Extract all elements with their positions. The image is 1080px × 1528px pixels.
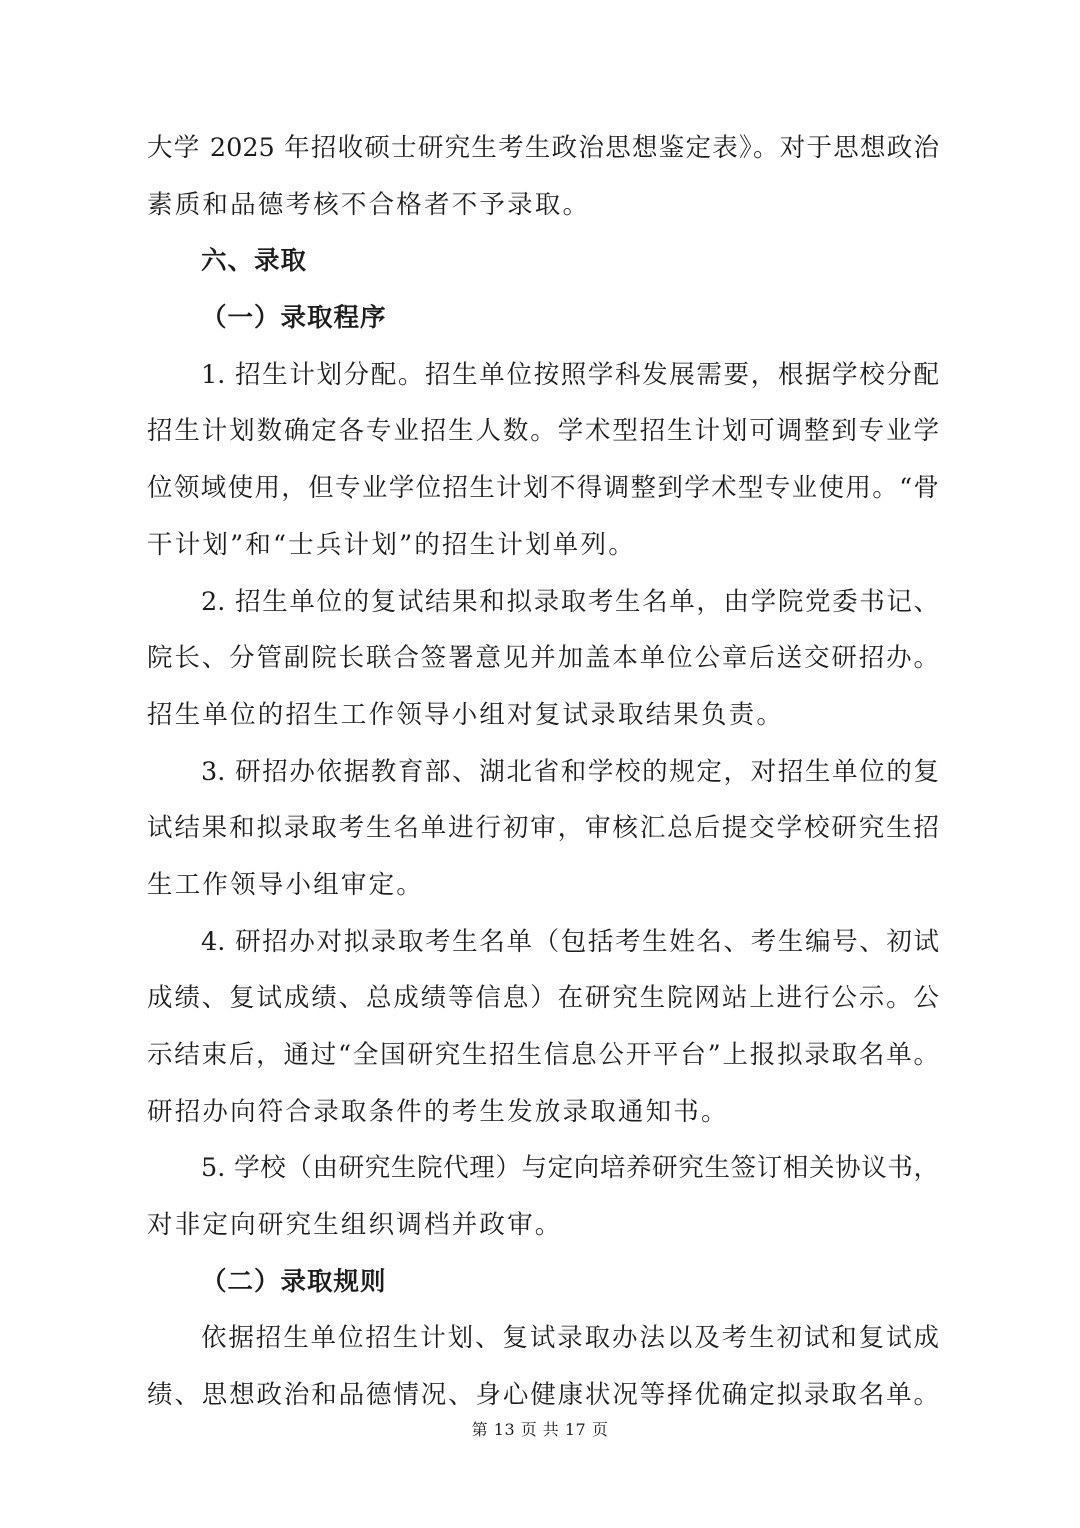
text-line: 招生计划数确定各专业招生人数。学术型招生计划可调整到专业学 [147, 416, 939, 447]
text-line: 4. 研招办对拟录取考生名单（包括考生姓名、考生编号、初试 [201, 926, 939, 957]
page-body [147, 120, 939, 1424]
text-line: 示结束后，通过“全国研究生招生信息公开平台”上报拟录取名单。 [147, 1040, 939, 1070]
text-line: 大学 2025 年招收硕士研究生考生政治思想鉴定表》。对于思想政治 [147, 133, 939, 163]
rules-paragraph [147, 1310, 939, 1423]
text-line: 研招办向符合录取条件的考生发放录取通知书。 [147, 1096, 729, 1127]
text-line: 成绩、复试成绩、总成绩等信息）在研究生院网站上进行公示。公 [147, 983, 939, 1014]
text-line: 试结果和拟录取考生名单进行初审，审核汇总后提交学校研究生招 [147, 813, 939, 844]
procedure-item-5 [147, 1140, 939, 1253]
section-heading: 六、录取 [201, 246, 308, 277]
procedure-item-4 [147, 914, 939, 1141]
subsection-heading-procedure: （一）录取程序 [201, 303, 387, 334]
subsection-heading-rules: （二）录取规则 [201, 1266, 387, 1297]
text-line: 招生单位的招生工作领导小组对复试录取结果负责。 [147, 699, 785, 730]
procedure-item-3 [147, 744, 939, 914]
text-line: 位领域使用，但专业学位招生计划不得调整到学术型专业使用。“骨 [147, 473, 939, 504]
page-number: 第 13 页 共 17 页 [471, 1420, 609, 1439]
text-line: 1. 招生计划分配。招生单位按照学科发展需要，根据学校分配 [201, 359, 939, 390]
text-line: 绩、思想政治和品德情况、身心健康状况等择优确定拟录取名单。 [147, 1380, 939, 1411]
text-line: 生工作领导小组审定。 [147, 869, 425, 900]
text-line: 干计划”和“士兵计划”的招生计划单列。 [147, 529, 636, 560]
procedure-item-1 [147, 347, 939, 574]
text-line: 2. 招生单位的复试结果和拟录取考生名单，由学院党委书记、 [201, 586, 939, 617]
text-line: 对非定向研究生组织调档并政审。 [147, 1210, 563, 1241]
text-line: 5. 学校（由研究生院代理）与定向培养研究生签订相关协议书， [201, 1153, 939, 1184]
text-line: 3. 研招办依据教育部、湖北省和学校的规定，对招生单位的复 [201, 756, 939, 787]
continuation-paragraph [147, 120, 939, 233]
procedure-item-2 [147, 574, 939, 744]
text-line: 院长、分管副院长联合签署意见并加盖本单位公章后送交研招办。 [147, 643, 939, 674]
text-line: 依据招生单位招生计划、复试录取办法以及考生初试和复试成 [201, 1323, 939, 1354]
text-line: 素质和品德考核不合格者不予录取。 [147, 189, 591, 220]
